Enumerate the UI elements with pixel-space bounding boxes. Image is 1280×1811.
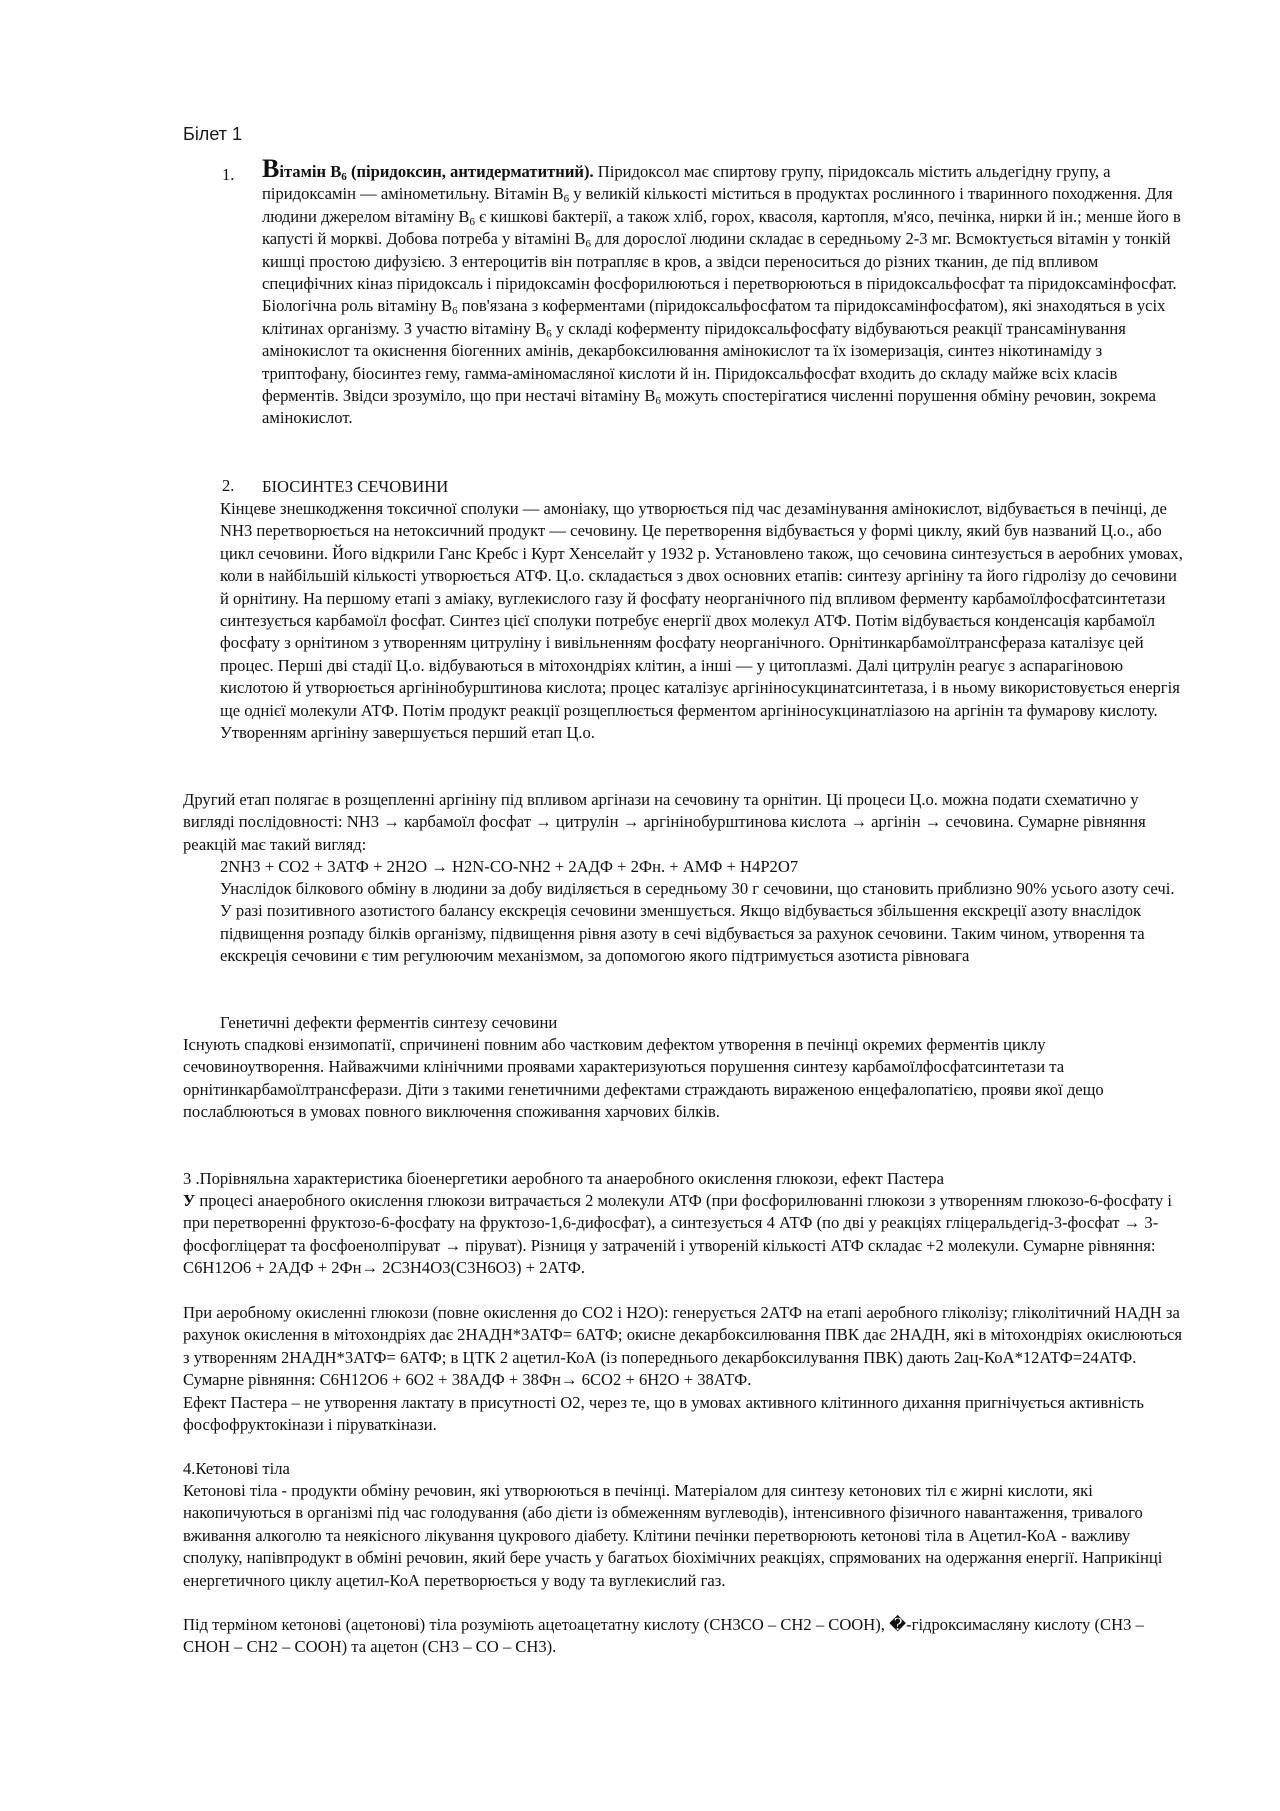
q2-genetic-text: Існують спадкові ензимопатії, спричинені повним або частковим дефектом утворення в печінці окремих ферментів циклу сечовиноутворення. Найважчими клінічними проявами характеризуються порушення синтезу карбамоїлфосфатсинтетази та орнітинкарбамоїлтрансферази. Діти з такими генетичними дефектами страждають вираженою енцефалопатією, прояви якої дещо послаблюються в умовах повного виключення споживання харчових білків. [183,1035,1104,1122]
ticket-title: Білет 1 [183,124,242,144]
q1-title-initial: В [262,154,280,183]
q2-genetic-title: Генетичні дефекти ферментів синтезу сечовини [220,1013,558,1032]
q4-title: 4.Кетонові тіла [183,1459,290,1478]
q4-paragraph-1: Кетонові тіла - продукти обміну речовин, які утворюються в печінці. Матеріалом для синтезу кетонових тіл є жирні кислоти, які накопичуються в організмі під час голодування (або дієти із обмеженням вуглеводів), інтенсивного фізичного навантаження, тривалого вживання алкоголю та неякісного лікування цукрового діабету. Клітини печінки перетворюють кетонові тіла в Ацетил-КоА - важливу сполуку, напівпродукт в обміні речовин, який бере участь у багатьох біохімічних реакціях, спрямованих на одержання енергії. Наприкінці енергетичного циклу ацетил-КоА перетворюється у воду та вуглекислий газ. [183,1481,1163,1590]
q3-title: 3 .Порівняльна характеристика біоенергетики аеробного та анаеробного окислення глюкози, ефект Пастера [183,1169,944,1188]
q1-number: 1. [222,165,235,184]
q2-number: 2. [222,476,235,495]
q2-equation: 2NH3 + CO2 + 3АТФ + 2H2O → H2N-CO-NH2 + 2АДФ + 2Фн. + АМФ + Н4Р2О7 [220,857,799,876]
q2-paragraph-2: Другий етап полягає в розщепленні аргініну під впливом аргінази на сечовину та орнітин. Ці процеси Ц.о. можна подати схематично у вигляді послідовності: NH3 → карбамоїл фосфат → цитрулін → аргінінобурштинова кислота → аргінін → сечовина. Сумарне рівняння реакцій має такий вигляд: [183,790,1146,854]
q3-paragraph-2: При аеробному окисленні глюкози (повне окислення до CO2 і H2O): генерується 2АТФ на етапі аеробного гліколізу; гліколітичний НАДН за рахунок окислення в мітохондріях дає 2НАДН*3АТФ= 6АТФ; окисне декарбоксилювання ПВК дає 2НАДН, які в мітохондріях окислюються з утворенням 2НАДН*3АТФ= 6АТФ; в ЦТК 2 ацетил-КоА (із попереднього декарбоксилування ПВК) дають 2ац-КоА*12АТФ=24АТФ. Сумарне рівняння: C6H12O6 + 6O2 + 38АДФ + 38Фн→ 6CO2 + 6H2O + 38АТФ. [183,1303,1183,1390]
q3-paragraph-1: У процесі анаеробного окислення глюкози витрачається 2 молекули АТФ (при фосфорилюванні глюкози з утворенням глюкозо-6-фосфату і при перетворенні фруктозо-6-фосфату на фруктозо-1,6-дифосфат), а синтезується 4 АТФ (по дві у реакціях гліцеральдегід-3-фосфат → 3-фосфогліцерат та фосфоенолпіруват → піруват). Різниця у затраченій і утвореній кількості АТФ складає +2 молекули. Сумарне рівняння: C6H12O6 + 2АДФ + 2Фн→ 2C3H4O3(C3H6O3) + 2АТФ. [183,1191,1172,1278]
q2-paragraph-1: Кінцеве знешкодження токсичної сполуки — амоніаку, що утворюється під час дезамінування амінокислот, відбувається в печінці, де NH3 перетворюється на нетоксичний продукт — сечовину. Це перетворення відбувається у формі циклу, який був названий Ц.о., або цикл сечовини. Його відкрили Ганс Кребс і Курт Хенселайт у 1932 р. Установлено також, що сечовина синтезується в аеробних умовах, коли в найбільшій кількості утворюється АТФ. Ц.о. складається з двох основних етапів: синтезу аргініну та його гідролізу до сечовини й орнітину. На першому етапі з аміаку, вуглекислого газу й фосфату неорганічного під впливом ферменту карбамоїлфосфатсинтетази синтезується карбамоїл фосфат. Синтез цієї сполуки потребує енергії двох молекул АТФ. Потім відбувається конденсація карбамоїл фосфату з орнітином з утворенням цитруліну і вивільненням фосфату неорганічного. Орнітинкарбамоїлтрансфераза каталізує цей процес. Перші дві стадії Ц.о. відбуваються в мітохондріях клітин, а інші — у цитоплазмі. Далі цитрулін реагує з аспарагіновою кислотою й утворюється аргінінобурштинова кислота; процес каталізує аргініносукцинатсинтетаза, і в ньому використовується енергія ще однієї молекули АТФ. Потім продукт реакції розщеплюється ферментом аргініносукцинатліазою на аргінін та фумарову кислоту. Утворенням аргініну завершується перший етап Ц.о. [220,499,1183,743]
q2-paragraph-3: Унаслідок білкового обміну в людини за добу виділяється в середньому 30 г сечовини, що становить приблизно 90% усього азоту сечі. У разі позитивного азотистого балансу екскреція сечовини зменшується. Якщо відбувається збільшення екскреції азоту внаслідок підвищення розпаду білків організму, підвищення рівня азоту в сечі відбувається за рахунок сечовини. Таким чином, утворення та екскреція сечовини є тим регулюючим механізмом, за допомогою якого підтримується азотиста рівновага [220,879,1175,966]
q2-title: БІОСИНТЕЗ СЕЧОВИНИ [262,477,449,496]
q1-paragraph: Вітамін $В_6$ (піридоксин, антидерматитний). Піридоксол має спиртову групу, піридоксаль містить альдегідну групу, а піридоксамін — амінометильну. Вітамін $В_6$ у великій кількості міститься в продуктах рослинного і тваринного походження. Для людини джерелом вітаміну $В_6$ є кишкові бактерії, а також хліб, горох, квасоля, картопля, м'ясо, печінка, нирки й ін.; менше його в капусті й моркві. Добова потреба у вітаміні $В_6$ для дорослої людини складає в середньому 2-3 мг. Всмоктується вітамін у тонкій кишці простою дифузією. З ентероцитів він потрапляє в кров, а звідси переноситься до різних тканин, де під впливом специфічних кіназ піридоксаль і піридоксамін фосфорилюються і перетворюються в піридоксальфосфат та піридоксамінфосфат. Біологічна роль вітаміну $В_6$ пов'язана з коферментами (піридоксальфосфатом та піридоксамінфосфатом), які знаходяться в усіх клітинах організму. З участю вітаміну $В_6$ у складі коферменту піридоксальфосфату відбуваються реакції трансамінування амінокислот та окиснення біогенних амінів, декарбоксилювання амінокислот та їх ізомеризація, синтез нікотинаміду з триптофану, біосинтез гему, гамма-аміномасляної кислоти й ін. Піридоксальфосфат входить до складу майже всіх класів ферментів. Звідси зрозуміло, що при нестачі вітаміну $В_6$ можуть спостерігатися численні порушення обміну речовин, зокрема амінокислот. [262,154,1181,428]
q4-paragraph-2: Під терміном кетонові (ацетонові) тіла розуміють ацетоацетатну кислоту (CH3CO – CH2 – COOH), �-гідроксимасляну кислоту (CH3 – CHOH – CH2 – COOH) та ацетон (CH3 – CO – CH3). [183,1615,1144,1657]
q3-paragraph-3: Ефект Пастера – не утворення лактату в присутності О2, через те, що в умовах активного клітинного дихання пригнічується активність фосфофруктокінази і піруваткінази. [183,1393,1144,1435]
q1-title: ітамін $В_6$ (піридоксин, антидерматитний). [279,162,594,183]
